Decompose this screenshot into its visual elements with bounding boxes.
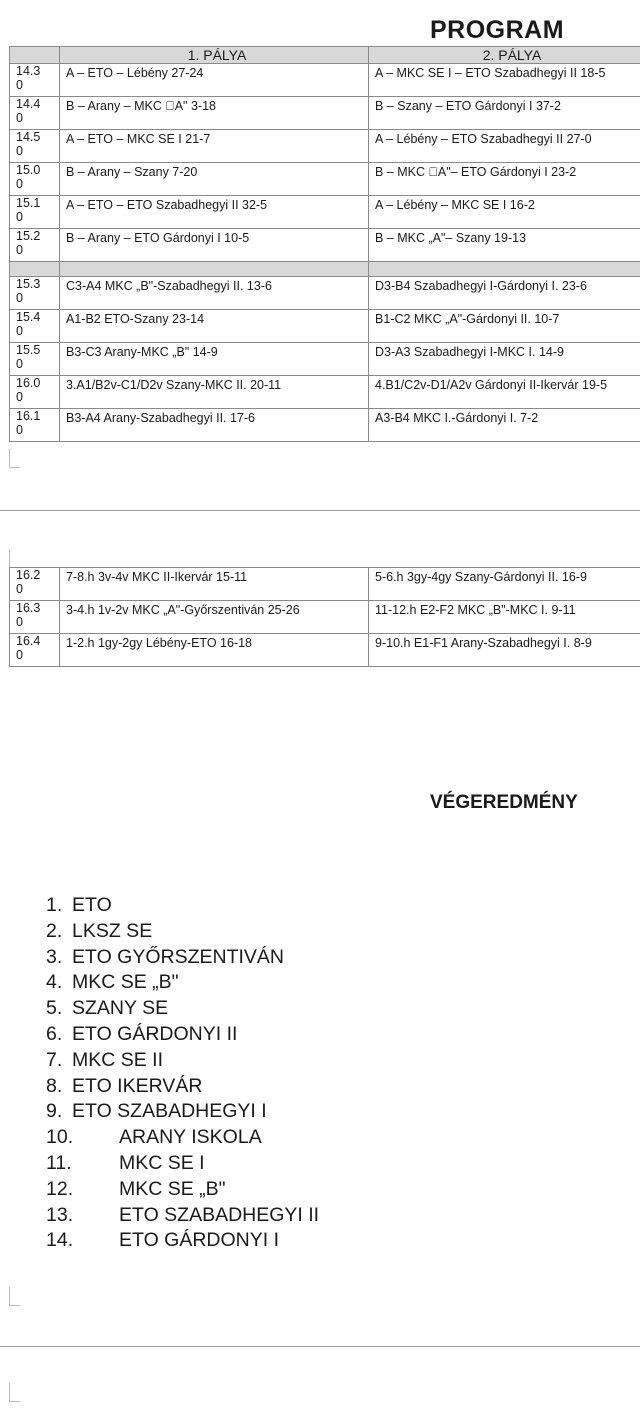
court2-match: D3-B4 Szabadhegyi I-Gárdonyi I. 23-6 [369,277,640,310]
match-row [10,568,640,601]
court2-match: A3-B4 MKC I.-Gárdonyi I. 7-2 [369,409,640,442]
result-team: ETO GÁRDONYI II [72,1022,238,1045]
court2-match: 5-6.h 3gy-4gy Szany-Gárdonyi II. 16-9 [369,568,640,601]
result-item [46,1151,319,1177]
match-time-top: 15.3 [16,277,41,291]
result-rank: 14. [46,1229,74,1252]
paragraph-mark [9,549,20,568]
court1-match: A – ETO – MKC SE I 21-7 [60,130,369,163]
result-rank: 2. [46,919,63,942]
match-time-top: 14.5 [16,130,41,144]
results-list [46,893,319,1254]
match-time [10,64,60,97]
result-item [46,996,319,1022]
court2-match: 9-10.h E1-F1 Arany-Szabadhegyi I. 8-9 [369,634,640,667]
match-time-bottom: 0 [16,423,23,437]
match-row [10,310,640,343]
court2-header: 2. PÁLYA [369,47,640,64]
match-row [10,409,640,442]
court2-match: A – MKC SE I – ETO Szabadhegyi II 18-5 [369,64,640,97]
result-item [46,919,319,945]
match-row [10,634,640,667]
court1-match: A1-B2 ETO-Szany 23-14 [60,310,369,343]
match-time-bottom: 0 [16,210,23,224]
result-rank: 13. [46,1203,74,1226]
match-row [10,130,640,163]
match-time-bottom: 0 [16,648,23,662]
table-header-row [10,47,640,64]
match-time-top: 15.0 [16,163,41,177]
match-row [10,343,640,376]
match-time-bottom: 0 [16,177,23,191]
result-rank: 1. [46,894,63,916]
court1-match: 1-2.h 1gy-2gy Lébény-ETO 16-18 [60,634,369,667]
match-row [10,163,640,196]
court2-match: 11-12.h E2-F2 MKC „B"-MKC I. 9-11 [369,601,640,634]
result-rank: 5. [46,997,63,1020]
result-rank: 12. [46,1177,74,1200]
match-row [10,97,640,130]
result-team: SZANY SE [72,997,169,1020]
result-item [46,1022,319,1048]
result-team: ETO GYŐRSZENTIVÁN [72,945,285,968]
match-time [10,601,60,634]
court1-match: 3-4.h 1v-2v MKC „A"-Győrszentiván 25-26 [60,601,369,634]
result-item [46,1203,319,1229]
page-title: PROGRAM [430,16,565,44]
paragraph-mark [9,449,20,468]
match-time [10,376,60,409]
results-title: VÉGEREDMÉNY [430,792,578,813]
court2-match: B – Szany – ETO Gárdonyi I 37-2 [369,97,640,130]
result-team: MKC SE II [72,1048,164,1071]
result-item [46,1048,319,1074]
section-separator-row [10,262,640,277]
court1-match: B – Arany – Szany 7-20 [60,163,369,196]
match-time-top: 16.4 [16,634,41,648]
match-time [10,277,60,310]
match-time [10,310,60,343]
match-row [10,376,640,409]
court2-match: B – MKC  A"– ETO Gárdonyi I 23-2 [369,163,640,196]
result-item [46,893,319,919]
match-time-bottom: 0 [16,615,23,629]
result-rank: 3. [46,945,63,968]
match-time-bottom: 0 [16,78,23,92]
match-time-top: 16.1 [16,409,41,423]
match-time-top: 16.2 [16,568,41,582]
result-team: MKC SE „B" [119,1177,226,1200]
match-row [10,277,640,310]
time-header [10,47,60,64]
match-row [10,64,640,97]
match-time-bottom: 0 [16,324,23,338]
result-rank: 4. [46,971,63,994]
court1-match: 3.A1/B2v-C1/D2v Szany-MKC II. 20-11 [60,376,369,409]
match-time-top: 14.3 [16,64,41,78]
result-rank: 11. [46,1151,72,1174]
match-time [10,409,60,442]
result-item [46,1074,319,1100]
match-time-top: 15.1 [16,196,41,210]
match-row [10,601,640,634]
court1-match: C3-A4 MKC „B"-Szabadhegyi II. 13-6 [60,277,369,310]
match-time-top: 16.0 [16,376,41,390]
match-row [10,229,640,262]
placement-rows [10,568,640,667]
match-time-bottom: 0 [16,357,23,371]
court1-match: B – Arany – MKC  A" 3-18 [60,97,369,130]
match-time-bottom: 0 [16,291,23,305]
result-item [46,1177,319,1203]
court1-match: B3-A4 Arany-Szabadhegyi II. 17-6 [60,409,369,442]
court2-match: A – Lébény – MKC SE I 16-2 [369,196,640,229]
result-item [46,970,319,996]
court1-match: A – ETO – ETO Szabadhegyi II 32-5 [60,196,369,229]
result-rank: 8. [46,1074,63,1097]
match-time-bottom: 0 [16,144,23,158]
match-time [10,229,60,262]
result-rank: 6. [46,1022,63,1045]
match-time-top: 14.4 [16,97,41,111]
match-time-bottom: 0 [16,111,23,125]
match-time-top: 15.5 [16,343,41,357]
cross-stage-rows [10,277,640,442]
result-team: LKSZ SE [72,919,153,942]
result-team: MKC SE I [119,1151,205,1174]
match-time [10,163,60,196]
result-team: ETO GÁRDONYI I [119,1229,279,1252]
match-time [10,130,60,163]
match-time [10,343,60,376]
page-break-line [0,510,640,511]
match-time-top: 16.3 [16,601,41,615]
court1-match: A – ETO – Lébény 27-24 [60,64,369,97]
result-rank: 7. [46,1048,63,1071]
court1-match: B3-C3 Arany-MKC „B" 14-9 [60,343,369,376]
page-break-line [0,1346,640,1347]
court1-match: B – Arany – ETO Gárdonyi I 10-5 [60,229,369,262]
paragraph-mark [9,1287,20,1306]
match-time-bottom: 0 [16,243,23,257]
court2-match: A – Lébény – ETO Szabadhegyi II 27-0 [369,130,640,163]
match-time [10,196,60,229]
court2-match: B – MKC „A"– Szany 19-13 [369,229,640,262]
match-time-top: 15.4 [16,310,41,324]
match-time-bottom: 0 [16,390,23,404]
match-time-bottom: 0 [16,582,23,596]
result-rank: 10. [46,1126,74,1149]
match-time [10,97,60,130]
court2-match: B1-C2 MKC „A"-Gárdonyi II. 10-7 [369,310,640,343]
match-time-top: 15.2 [16,229,41,243]
paragraph-mark [9,1383,20,1402]
result-rank: 9. [46,1100,63,1123]
match-time [10,568,60,601]
result-team: ETO IKERVÁR [72,1074,203,1097]
result-item [46,1099,319,1125]
court1-header: 1. PÁLYA [60,47,369,64]
result-team: ARANY ISKOLA [119,1126,262,1149]
result-team: MKC SE „B" [72,971,179,994]
placement-table [9,567,640,667]
match-row [10,196,640,229]
result-item [46,945,319,971]
court2-match: 4.B1/C2v-D1/A2v Gárdonyi II-Ikervár 19-5 [369,376,640,409]
schedule-table [9,46,640,442]
result-item [46,1125,319,1151]
group-stage-rows [10,64,640,262]
result-team: ETO [72,894,112,916]
court2-match: D3-A3 Szabadhegyi I-MKC I. 14-9 [369,343,640,376]
result-team: ETO SZABADHEGYI I [72,1100,267,1123]
result-item [46,1228,319,1254]
court1-match: 7-8.h 3v-4v MKC II-Ikervár 15-11 [60,568,369,601]
result-team: ETO SZABADHEGYI II [119,1203,320,1226]
match-time [10,634,60,667]
